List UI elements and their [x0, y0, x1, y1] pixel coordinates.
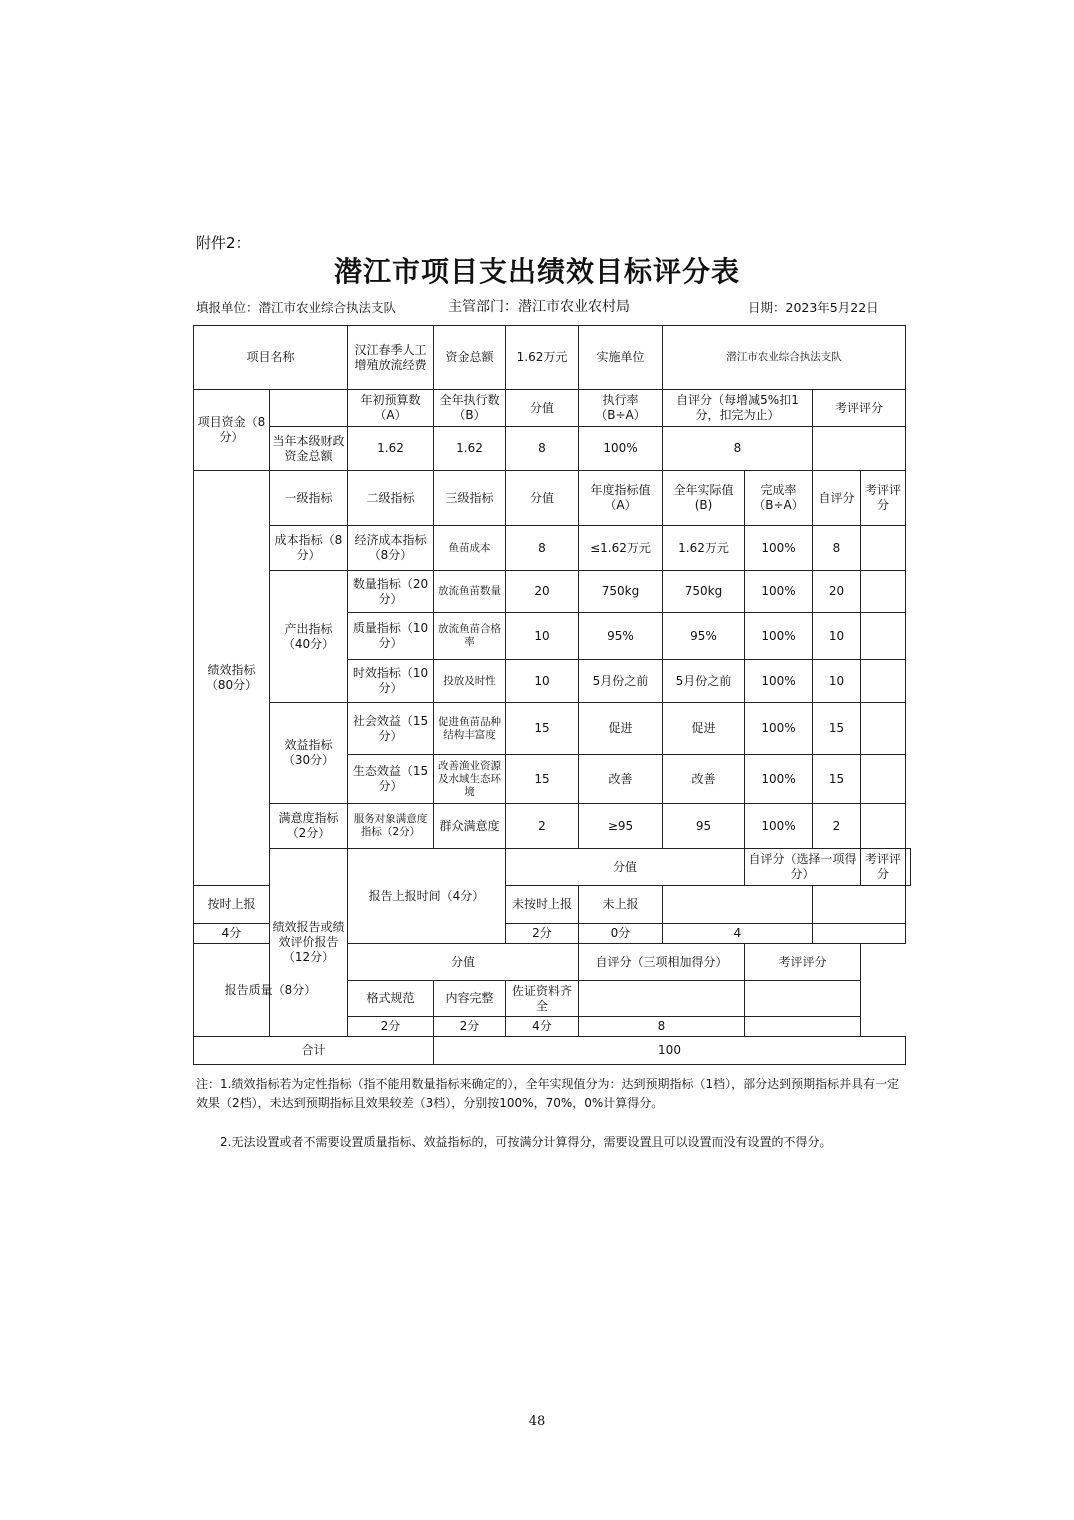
funds-row-label: 当年本级财政资金总额 [270, 427, 348, 471]
perf-l3: 投放及时性 [434, 660, 506, 703]
perf-actual: 95% [663, 613, 745, 660]
date: 日期：2023年5月22日 [748, 300, 879, 315]
perf-h-target: 年度指标值（A） [579, 471, 663, 526]
department: 主管部门：潜江市农业农村局 [448, 299, 630, 315]
perf-rate: 100% [745, 660, 813, 703]
attachment-label: 附件2： [196, 234, 251, 252]
perf-h-l3: 三级指标 [434, 471, 506, 526]
report-time-self: 4 [663, 924, 813, 944]
cost-l1: 成本指标（8分） [270, 526, 348, 571]
funds-review [813, 427, 906, 471]
project-name: 汉江春季人工增殖放流经费 [348, 326, 434, 390]
perf-review [861, 571, 906, 613]
total-funds: 1.62万元 [506, 326, 579, 390]
report-quality-review-h: 考评评分 [745, 944, 861, 981]
report-time-score-h: 分值 [506, 849, 745, 886]
perf-h-rate: 完成率（B÷A） [745, 471, 813, 526]
perf-actual: 750kg [663, 571, 745, 613]
perf-h-l2: 二级指标 [348, 471, 434, 526]
perf-rate: 100% [745, 613, 813, 660]
perf-actual: 促进 [663, 703, 745, 755]
perf-self: 15 [813, 755, 861, 804]
benefit-l1: 效益指标（30分） [270, 703, 348, 804]
report-time-review-h: 考评评分 [861, 849, 906, 886]
perf-actual: 改善 [663, 755, 745, 804]
funds-h-rate: 执行率（B÷A） [579, 390, 663, 427]
funds-h-exec: 全年执行数（B） [434, 390, 506, 427]
report-section-label: 绩效报告或绩效评价报告（12分） [270, 849, 348, 1037]
fill-unit: 填报单位：潜江市农业综合执法支队 [196, 300, 397, 315]
report-time-review [813, 924, 906, 944]
funds-header-blank [270, 390, 348, 427]
on-time-label: 按时上报 [194, 886, 270, 924]
perf-score: 10 [506, 660, 579, 703]
perf-target: 改善 [579, 755, 663, 804]
perf-h-review: 考评评分 [861, 471, 906, 526]
funds-section-label: 项目资金（8分） [194, 390, 270, 471]
perf-target: ≥95 [579, 804, 663, 849]
evidence-label: 佐证资料齐全 [506, 981, 579, 1017]
funds-h-review: 考评评分 [813, 390, 906, 427]
format-label: 格式规范 [348, 981, 434, 1017]
perf-review [861, 703, 906, 755]
perf-target: 促进 [579, 703, 663, 755]
perf-l3: 改善渔业资源及水域生态环境 [434, 755, 506, 804]
total-label: 合计 [194, 1037, 434, 1065]
perf-rate: 100% [745, 755, 813, 804]
perf-l3: 放流鱼苗数量 [434, 571, 506, 613]
perf-l3: 放流鱼苗合格率 [434, 613, 506, 660]
funds-h-budget: 年初预算数（A） [348, 390, 434, 427]
not-on-time-label: 未按时上报 [506, 886, 579, 924]
content-label: 内容完整 [434, 981, 506, 1017]
on-time-pts: 4分 [194, 924, 270, 944]
perf-l2: 经济成本指标（8分） [348, 526, 434, 571]
perf-review [861, 804, 906, 849]
report-time-label: 报告上报时间（4分） [348, 849, 506, 944]
report-quality-self-blank [579, 981, 745, 1017]
perf-l2: 生态效益（15分） [348, 755, 434, 804]
page-number: 48 [528, 1414, 546, 1429]
perf-review [861, 755, 906, 804]
perf-target: ≤1.62万元 [579, 526, 663, 571]
perf-l3: 群众满意度 [434, 804, 506, 849]
impl-unit-label: 实施单位 [579, 326, 663, 390]
perf-target: 95% [579, 613, 663, 660]
perf-score: 15 [506, 755, 579, 804]
perf-actual: 1.62万元 [663, 526, 745, 571]
project-name-label: 项目名称 [194, 326, 348, 390]
perf-score: 20 [506, 571, 579, 613]
not-reported-pts: 0分 [579, 924, 663, 944]
not-on-time-pts: 2分 [506, 924, 579, 944]
perf-rate: 100% [745, 703, 813, 755]
perf-h-l1: 一级指标 [270, 471, 348, 526]
report-quality-review-blank [745, 981, 861, 1017]
report-quality-score-h: 分值 [348, 944, 579, 981]
report-quality-self: 8 [579, 1017, 745, 1037]
total-value: 100 [434, 1037, 906, 1065]
perf-rate: 100% [745, 526, 813, 571]
perf-self: 15 [813, 703, 861, 755]
perf-h-score: 分值 [506, 471, 579, 526]
perf-actual: 5月份之前 [663, 660, 745, 703]
report-time-blank [906, 849, 911, 886]
not-reported-label: 未上报 [579, 886, 663, 924]
format-pts: 2分 [348, 1017, 434, 1037]
perf-l2: 服务对象满意度指标（2分） [348, 804, 434, 849]
satis-l1: 满意度指标（2分） [270, 804, 348, 849]
perf-section-label: 绩效指标（80分） [194, 471, 270, 886]
output-l1: 产出指标（40分） [270, 571, 348, 703]
perf-review [861, 660, 906, 703]
perf-review [861, 613, 906, 660]
report-quality-self-h: 自评分（三项相加得分） [579, 944, 745, 981]
evidence-pts: 4分 [506, 1017, 579, 1037]
note-1: 注：1.绩效指标若为定性指标（指不能用数量指标来确定的），全年实现值分为：达到预期指标（1档），部分达到预期指标并具有一定效果（2档），未达到预期指标且效果较差（3档），分别按100%，70%，0%计算得分。 [196, 1077, 900, 1110]
impl-unit: 潜江市农业综合执法支队 [663, 326, 906, 390]
funds-self: 8 [663, 427, 813, 471]
perf-actual: 95 [663, 804, 745, 849]
report-time-self-h: 自评分（选择一项得分） [745, 849, 861, 886]
report-quality-label: 报告质量（8分） [194, 944, 348, 1037]
perf-l2: 质量指标（10分） [348, 613, 434, 660]
perf-score: 2 [506, 804, 579, 849]
perf-l3: 鱼苗成本 [434, 526, 506, 571]
report-quality-review [745, 1017, 861, 1037]
perf-review [861, 526, 906, 571]
funds-score: 8 [506, 427, 579, 471]
note-2: 2.无法设置或者不需要设置质量指标、效益指标的，可按满分计算得分，需要设置且可以设置而没有设置的不得分。 [220, 1135, 832, 1149]
perf-self: 20 [813, 571, 861, 613]
funds-h-score: 分值 [506, 390, 579, 427]
perf-self: 10 [813, 613, 861, 660]
perf-rate: 100% [745, 571, 813, 613]
perf-l2: 数量指标（20分） [348, 571, 434, 613]
funds-exec: 1.62 [434, 427, 506, 471]
report-time-review-blank [813, 886, 906, 924]
perf-self: 8 [813, 526, 861, 571]
perf-rate: 100% [745, 804, 813, 849]
perf-target: 750kg [579, 571, 663, 613]
perf-self: 10 [813, 660, 861, 703]
perf-l2: 社会效益（15分） [348, 703, 434, 755]
funds-rate: 100% [579, 427, 663, 471]
total-funds-label: 资金总额 [434, 326, 506, 390]
content-pts: 2分 [434, 1017, 506, 1037]
funds-h-self: 自评分（每增减5%扣1分，扣完为止） [663, 390, 813, 427]
perf-score: 10 [506, 613, 579, 660]
perf-h-self: 自评分 [813, 471, 861, 526]
score-table [193, 325, 911, 1065]
perf-self: 2 [813, 804, 861, 849]
perf-score: 15 [506, 703, 579, 755]
funds-budget: 1.62 [348, 427, 434, 471]
perf-h-actual: 全年实际值(B) [663, 471, 745, 526]
perf-score: 8 [506, 526, 579, 571]
report-time-self-blank [663, 886, 813, 924]
page-title: 潜江市项目支出绩效目标评分表 [333, 255, 740, 288]
perf-target: 5月份之前 [579, 660, 663, 703]
perf-l2: 时效指标（10分） [348, 660, 434, 703]
perf-l3: 促进鱼苗品种结构丰富度 [434, 703, 506, 755]
